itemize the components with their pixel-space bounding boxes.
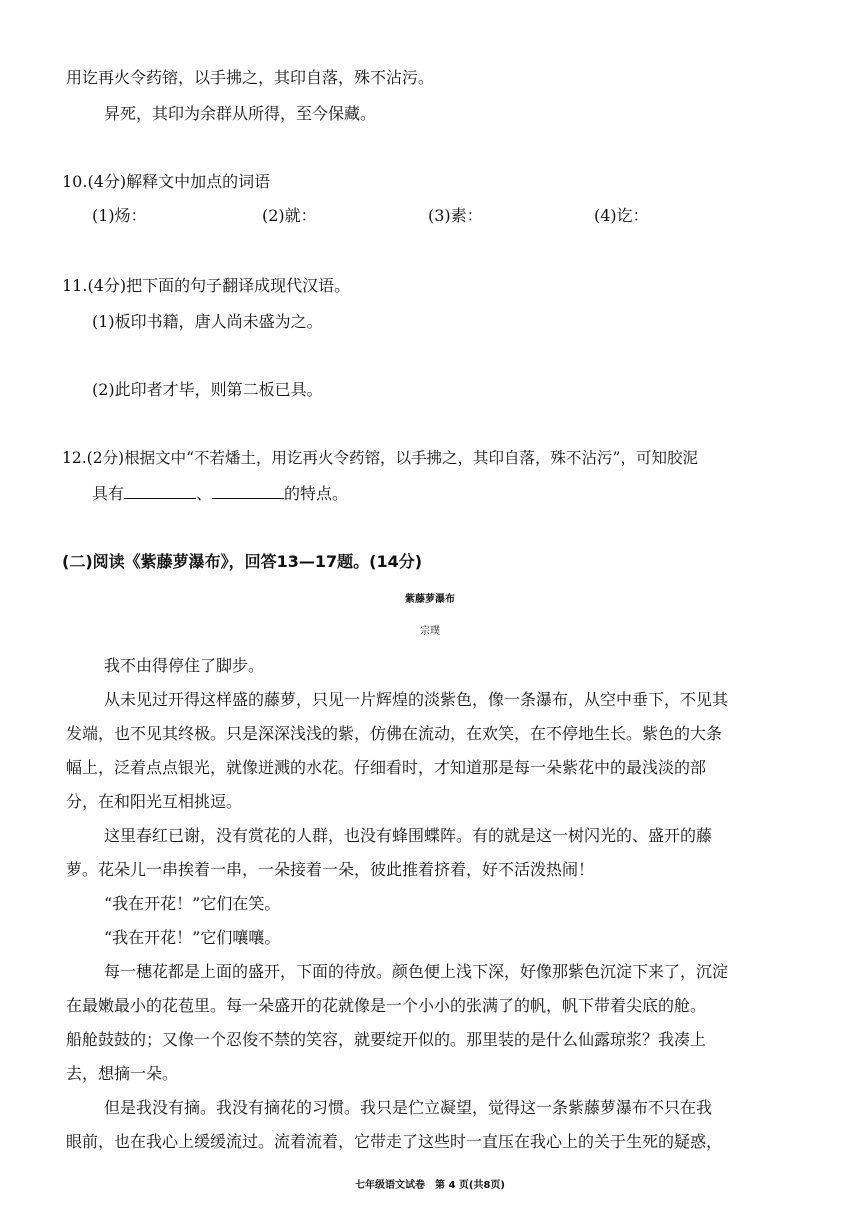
page-footer: 七年级语文试卷 第 4 页(共8页) [354,1180,506,1191]
article-author: 宗璞 [420,626,440,637]
article-line: 幅上，泛着点点银光，就像迸溅的水花。仔细看时，才知道那是每一朵紫花中的最浅淡的部 [66,758,707,777]
question-10-item-3: (3)素： [428,206,483,225]
question-12-answer-line [92,484,348,504]
question-10-stem: 10.(4分)解释文中加点的词语 [62,172,271,191]
article-line: 在最嫩最小的花苞里。每一朵盛开的花就像是一个小小的张满了的帆，帆下带着尖底的舱。 [66,996,707,1015]
article-line: “我在开花！”它们在笑。 [104,894,281,913]
article-line: 眼前，也在我心上缓缓流过。流着流着，它带走了这些时一直压在我心上的关于生死的疑惑， [66,1132,723,1151]
article-line: 从未见过开得这样盛的藤萝，只见一片辉煌的淡紫色，像一条瀑布，从空中垂下，不见其 [104,690,729,709]
question-12-separator: 、 [196,484,213,503]
article-line: 这里春红已谢，没有赏花的人群，也没有蜂围蝶阵。有的就是这一树闪光的、盛开的藤 [104,826,713,845]
question-10-item-4: (4)讫： [594,206,649,225]
article-line: “我在开花！”它们嚷嚷。 [104,928,281,947]
question-10-item-1: (1)炀： [92,206,147,225]
article-line: 我不由得停住了脚步。 [104,656,265,675]
passage-line-1: 用讫再火令药镕，以手拂之，其印自落，殊不沾污。 [66,68,435,87]
question-11-sentence-1: (1)板印书籍，唐人尚未盛为之。 [92,312,323,331]
question-11-stem: 11.(4分)把下面的句子翻译成现代汉语。 [62,276,351,295]
question-10-item-2: (2)就： [262,206,317,225]
question-11-sentence-2: (2)此印者才毕，则第二板已具。 [92,380,323,399]
article-line: 发端，也不见其终极。只是深深浅浅的紫，仿佛在流动，在欢笑，在不停地生长。紫色的大条 [66,724,723,743]
article-line: 去，想摘一朵。 [66,1064,179,1083]
section-2-heading: (二)阅读《紫藤萝瀑布》，回答13—17题。(14分) [62,552,423,571]
answer-blank-2[interactable] [212,484,284,499]
article-line: 但是我没有摘。我没有摘花的习惯。我只是伫立凝望，觉得这一条紫藤萝瀑布不只在我 [104,1098,713,1117]
article-line: 分，在和阳光互相挑逗。 [66,792,243,811]
passage-line-2: 昇死，其印为余群从所得，至今保藏。 [104,104,377,123]
question-12-prefix: 具有 [92,484,125,503]
article-title: 紫藤萝瀑布 [405,594,455,605]
question-12-suffix: 的特点。 [284,484,349,503]
question-12-stem: 12.(2分)根据文中“不若燔土，用讫再火令药镕，以手拂之，其印自落，殊不沾污”，可知胶泥 [62,449,698,467]
article-line: 船舱鼓鼓的；又像一个忍俊不禁的笑容，就要绽开似的。那里装的是什么仙露琼浆？我凑上 [66,1030,707,1049]
answer-blank-1[interactable] [124,484,196,499]
article-line: 萝。花朵儿一串挨着一串，一朵接着一朵，彼此推着挤着，好不活泼热闹！ [66,860,595,879]
article-line: 每一穗花都是上面的盛开，下面的待放。颜色便上浅下深，好像那紫色沉淀下来了，沉淀 [104,962,729,981]
